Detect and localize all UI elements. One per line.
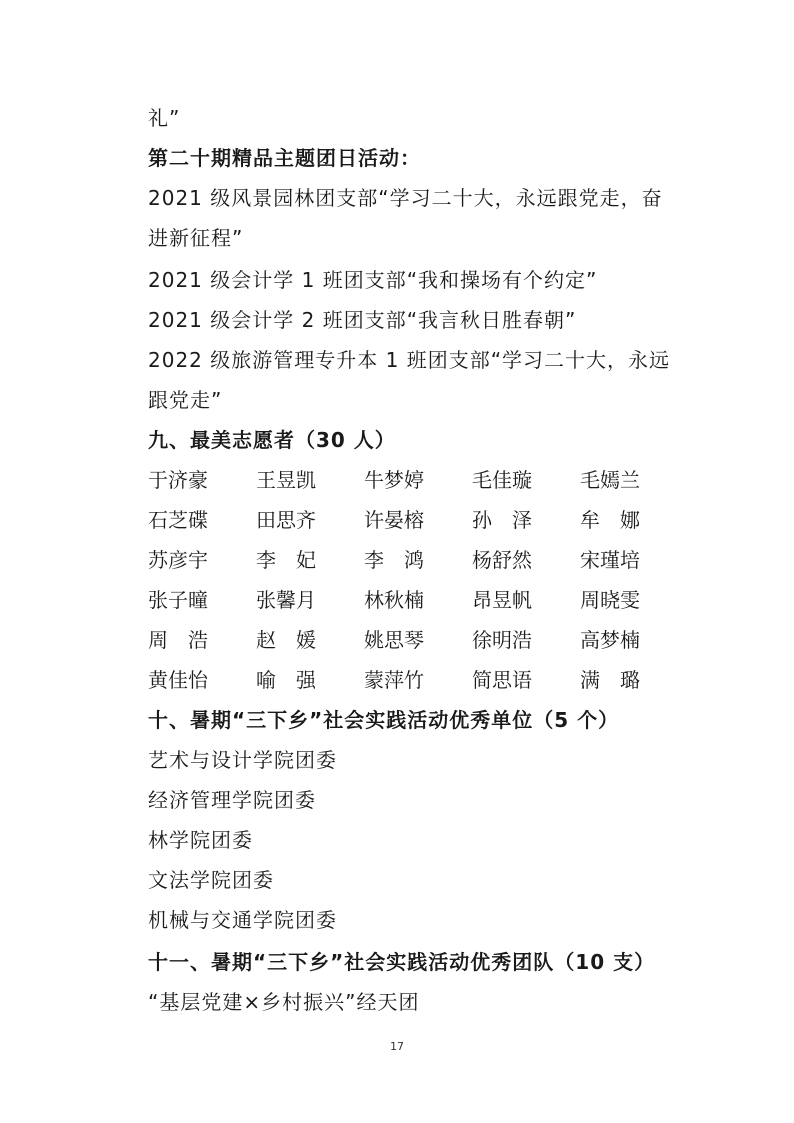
volunteer-name: 牛梦婷 [364,468,424,492]
volunteer-name: 孙 泽 [472,508,532,532]
text-line: 进新征程” [148,226,244,250]
list-item: 经济管理学院团委 [148,788,316,812]
volunteer-name: 张子曈 [148,588,208,612]
list-item: 机械与交通学院团委 [148,908,337,932]
list-item: “基层党建×乡村振兴”经天团 [148,990,420,1014]
list-item: 艺术与设计学院团委 [148,748,337,772]
text-line: 礼” [148,106,181,130]
volunteer-name: 王昱凯 [256,468,316,492]
text-line: 2021 级会计学 2 班团支部“我言秋日胜春朝” [148,308,577,332]
list-item: 文法学院团委 [148,868,274,892]
volunteer-name: 蒙萍竹 [364,668,424,692]
volunteer-name: 于济豪 [148,468,208,492]
volunteer-name: 周 浩 [148,628,208,652]
volunteer-name: 石芝碟 [148,508,208,532]
volunteer-name: 牟 娜 [580,508,640,532]
volunteer-name: 林秋楠 [364,588,424,612]
volunteer-name: 昂昱帆 [472,588,532,612]
section-heading: 十一、暑期“三下乡”社会实践活动优秀团队（10 支） [148,950,656,974]
volunteer-name: 李 鸿 [364,548,424,572]
volunteer-name: 李 妃 [256,548,316,572]
volunteer-name: 毛嫣兰 [580,468,640,492]
volunteer-name: 高梦楠 [580,628,640,652]
section-heading: 九、最美志愿者（30 人） [148,428,396,452]
page-number: 17 [390,1040,404,1053]
volunteer-name: 喻 强 [256,668,316,692]
subsection-heading: 第二十期精品主题团日活动： [148,146,421,170]
volunteer-name: 满 璐 [580,668,640,692]
text-line: 2021 级风景园林团支部“学习二十大，永远跟党走，奋 [148,186,663,210]
volunteer-name: 徐明浩 [472,628,532,652]
volunteer-name: 姚思琴 [364,628,424,652]
volunteer-name: 苏彦宇 [148,548,208,572]
volunteer-name: 杨舒然 [472,548,532,572]
volunteer-name: 毛佳璇 [472,468,532,492]
list-item: 林学院团委 [148,828,253,852]
text-line: 2021 级会计学 1 班团支部“我和操场有个约定” [148,268,598,292]
volunteer-name: 田思齐 [256,508,316,532]
volunteer-name: 赵 媛 [256,628,316,652]
volunteer-name: 宋瑾培 [580,548,640,572]
volunteer-name: 张馨月 [256,588,316,612]
text-line: 2022 级旅游管理专升本 1 班团支部“学习二十大，永远 [148,348,671,372]
volunteer-name: 周晓雯 [580,588,640,612]
volunteer-name: 黄佳怡 [148,668,208,692]
volunteer-name: 许晏榕 [364,508,424,532]
volunteer-name: 简思语 [472,668,532,692]
section-heading: 十、暑期“三下乡”社会实践活动优秀单位（5 个） [148,708,620,732]
text-line: 跟党走” [148,388,223,412]
